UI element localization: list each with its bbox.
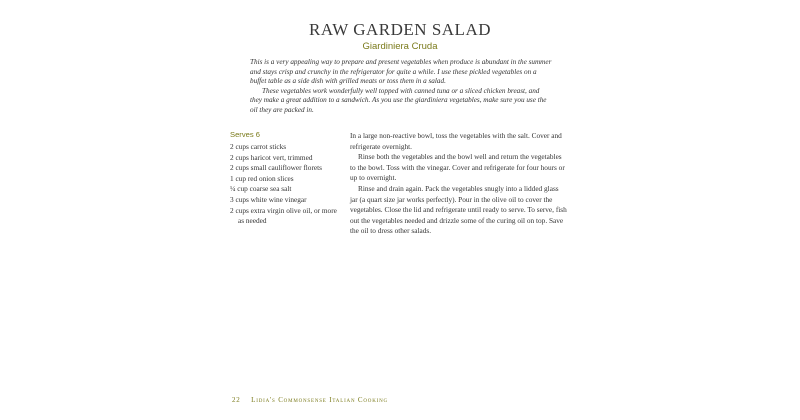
- intro-paragraph: This is a very appealing way to prepare and present vegetables when produce is abundant in the summer and stays crisp and crunchy in the refrigerator for quite a while. I use these pickled vegetables on a buffet table as a side dish with grilled meats or toss them in a salad.: [250, 58, 552, 86]
- method-step: Rinse and drain again. Pack the vegetables snugly into a lidded glass jar (a quart size jar works perfectly). Pour in the olive oil to cover the vegetables. Close the lid and refrigerate until ready to serve. To serve, fish out the vegetables needed and drizzle some of the curing oil on top. Save the oil to dress other salads.: [350, 183, 567, 236]
- ingredient-item: 1 cup red onion slices: [230, 173, 294, 183]
- ingredient-item: 2 cups haricot vert, trimmed: [230, 152, 313, 162]
- ingredient-item: 2 cups small cauliflower florets: [230, 163, 322, 173]
- recipe-subtitle: Giardiniera Cruda: [362, 41, 438, 52]
- intro-paragraph: These vegetables work wonderfully well topped with canned tuna or a sliced chicken breast, and they make a great addition to a sandwich. As you use the giardiniera vegetables, make sure you use the oil they are packed in.: [250, 86, 547, 114]
- page-footer: [232, 396, 388, 404]
- recipe-title: RAW GARDEN SALAD: [309, 20, 491, 39]
- page-number: 22: [232, 396, 241, 404]
- serves-label: Serves 6: [230, 130, 260, 139]
- ingredient-item: 3 cups white wine vinegar: [230, 194, 307, 204]
- method-step: Rinse both the vegetables and the bowl well and return the vegetables to the bowl. Toss with the vinegar. Cover and refrigerate for four hours or up to overnight.: [350, 152, 565, 183]
- ingredient-item: 2 cups extra virgin olive oil, or more as needed: [230, 205, 337, 226]
- ingredient-item: ¼ cup coarse sea salt: [230, 184, 292, 194]
- recipe-method: [350, 131, 568, 237]
- recipe-intro: [250, 58, 552, 116]
- ingredient-list: [230, 142, 340, 227]
- ingredient-item: 2 cups carrot sticks: [230, 142, 287, 151]
- method-step: In a large non-reactive bowl, toss the vegetables with the salt. Cover and refrigerate overnight.: [350, 131, 562, 151]
- book-title: Lidia's Commonsense Italian Cooking: [251, 396, 388, 404]
